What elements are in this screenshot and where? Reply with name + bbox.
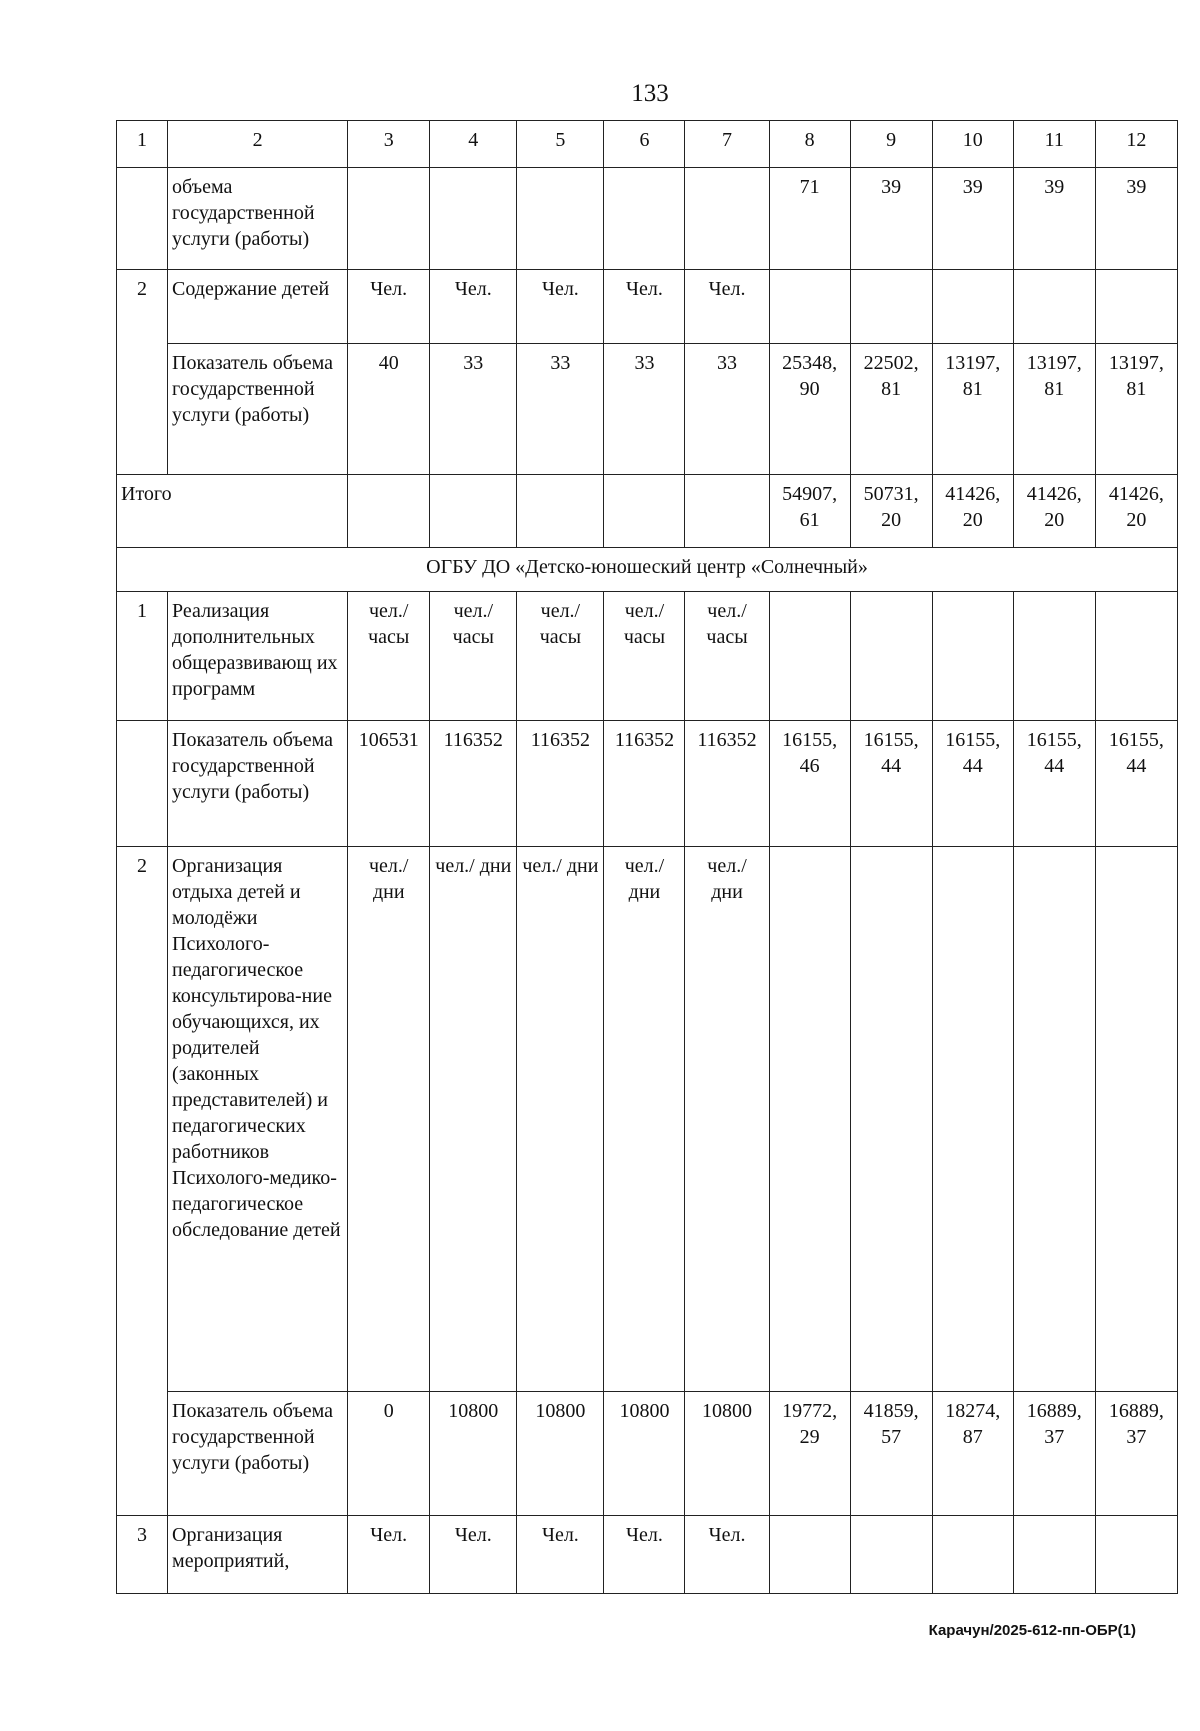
- row-number: 1: [117, 592, 168, 721]
- table-cell: Чел.: [604, 270, 685, 344]
- table-cell: чел./ дни: [348, 847, 430, 1392]
- table-cell: [932, 592, 1013, 721]
- row-number: [117, 168, 168, 270]
- total-row: [117, 475, 1178, 548]
- row-label: Организация отдыха детей и молодёжи Психолого-педагогическое консультирова-ние обучающихся, их родителей (законных представителей) и педагогических работников Психолого-медико-педагогическое обследование детей: [168, 847, 348, 1392]
- table-cell: 40: [348, 344, 430, 475]
- table-cell: 10800: [430, 1392, 517, 1516]
- table-cell: [769, 847, 850, 1392]
- table-cell: 41426, 20: [1013, 475, 1095, 548]
- table-cell: [850, 270, 932, 344]
- table-cell: 0: [348, 1392, 430, 1516]
- table-cell: Чел.: [430, 1516, 517, 1594]
- table-cell: [850, 847, 932, 1392]
- table-cell: 33: [685, 344, 769, 475]
- table-cell: [348, 475, 430, 548]
- table-cell: [1095, 270, 1177, 344]
- section-row: [117, 548, 1178, 592]
- column-header: 7: [685, 121, 769, 168]
- table-cell: 116352: [604, 721, 685, 847]
- table-cell: [769, 1516, 850, 1594]
- table-row: [117, 168, 1178, 270]
- table-row: [117, 270, 1178, 344]
- table-cell: [604, 475, 685, 548]
- table-cell: 16155, 44: [850, 721, 932, 847]
- row-label: Показатель объема государственной услуги (работы): [168, 344, 348, 475]
- table-cell: чел./ часы: [430, 592, 517, 721]
- table-cell: 116352: [430, 721, 517, 847]
- table-cell: 16155, 44: [1013, 721, 1095, 847]
- column-header: 2: [168, 121, 348, 168]
- table-header-row: [117, 121, 1178, 168]
- table-cell: [517, 475, 604, 548]
- table-cell: [1095, 847, 1177, 1392]
- table-cell: [932, 270, 1013, 344]
- table-cell: 50731, 20: [850, 475, 932, 548]
- table-cell: Чел.: [517, 1516, 604, 1594]
- table-cell: 54907, 61: [769, 475, 850, 548]
- table-cell: [1013, 270, 1095, 344]
- table-cell: Чел.: [430, 270, 517, 344]
- table-cell: 116352: [685, 721, 769, 847]
- table-cell: 19772, 29: [769, 1392, 850, 1516]
- table-cell: 41859, 57: [850, 1392, 932, 1516]
- table-cell: [430, 475, 517, 548]
- table-cell: Чел.: [685, 1516, 769, 1594]
- row-number: 3: [117, 1516, 168, 1594]
- table-cell: 10800: [685, 1392, 769, 1516]
- table-cell: 33: [430, 344, 517, 475]
- table-cell: [1013, 847, 1095, 1392]
- column-header: 8: [769, 121, 850, 168]
- column-header: 5: [517, 121, 604, 168]
- table-cell: [932, 1516, 1013, 1594]
- table-cell: 33: [517, 344, 604, 475]
- row-label: Показатель объема государственной услуги (работы): [168, 721, 348, 847]
- table-cell: Чел.: [604, 1516, 685, 1594]
- column-header: 6: [604, 121, 685, 168]
- table-cell: [1013, 1516, 1095, 1594]
- table-cell: 16889, 37: [1013, 1392, 1095, 1516]
- column-header: 1: [117, 121, 168, 168]
- table-cell: Чел.: [348, 1516, 430, 1594]
- table-cell: [1013, 592, 1095, 721]
- table-cell: 33: [604, 344, 685, 475]
- table-cell: 41426, 20: [932, 475, 1013, 548]
- row-label: Показатель объема государственной услуги (работы): [168, 1392, 348, 1516]
- table-cell: [604, 168, 685, 270]
- table-cell: 39: [1013, 168, 1095, 270]
- table-row: [117, 592, 1178, 721]
- table-cell: 10800: [604, 1392, 685, 1516]
- table-cell: 13197, 81: [1095, 344, 1177, 475]
- table-cell: 16155, 44: [1095, 721, 1177, 847]
- column-header: 4: [430, 121, 517, 168]
- table-cell: 41426, 20: [1095, 475, 1177, 548]
- column-header: 10: [932, 121, 1013, 168]
- table-cell: чел./ часы: [685, 592, 769, 721]
- table-cell: [1095, 592, 1177, 721]
- table-cell: [430, 168, 517, 270]
- table-row: [117, 847, 1178, 1392]
- table-cell: [850, 1516, 932, 1594]
- table-cell: 10800: [517, 1392, 604, 1516]
- table-cell: 71: [769, 168, 850, 270]
- row-label: Содержание детей: [168, 270, 348, 344]
- table-cell: 16889, 37: [1095, 1392, 1177, 1516]
- table-row: [117, 721, 1178, 847]
- table-row: [117, 344, 1178, 475]
- row-number: 2: [117, 847, 168, 1516]
- table-row: [117, 1516, 1178, 1594]
- table-cell: [348, 168, 430, 270]
- table-cell: [932, 847, 1013, 1392]
- document-code: Карачун/2025-612-пп-ОБР(1): [928, 1622, 1136, 1639]
- table-cell: чел./ дни: [430, 847, 517, 1392]
- table-cell: 22502, 81: [850, 344, 932, 475]
- table-cell: [850, 592, 932, 721]
- column-header: 12: [1095, 121, 1177, 168]
- table-cell: 39: [850, 168, 932, 270]
- table-cell: 18274, 87: [932, 1392, 1013, 1516]
- section-title: ОГБУ ДО «Детско-юношеский центр «Солнечный»: [117, 548, 1178, 592]
- column-header: 9: [850, 121, 932, 168]
- table-cell: чел./ дни: [604, 847, 685, 1392]
- column-header: 3: [348, 121, 430, 168]
- table-cell: [1095, 1516, 1177, 1594]
- table-cell: 16155, 44: [932, 721, 1013, 847]
- table-cell: [769, 592, 850, 721]
- total-label: Итого: [117, 475, 348, 548]
- document-table: [116, 120, 1178, 1594]
- table-cell: 13197, 81: [932, 344, 1013, 475]
- row-label: Реализация дополнительных общеразвивающ их программ: [168, 592, 348, 721]
- table-cell: Чел.: [517, 270, 604, 344]
- table-cell: 106531: [348, 721, 430, 847]
- table-cell: [685, 475, 769, 548]
- table-cell: 16155, 46: [769, 721, 850, 847]
- row-label: Организация мероприятий,: [168, 1516, 348, 1594]
- page-number: 133: [631, 80, 669, 107]
- table-cell: чел./ дни: [517, 847, 604, 1392]
- table-cell: чел./ часы: [348, 592, 430, 721]
- row-number: [117, 721, 168, 847]
- table-cell: 39: [1095, 168, 1177, 270]
- table-row: [117, 1392, 1178, 1516]
- row-number: 2: [117, 270, 168, 475]
- table-cell: Чел.: [685, 270, 769, 344]
- table-cell: чел./ часы: [517, 592, 604, 721]
- row-label: объема государственной услуги (работы): [168, 168, 348, 270]
- table-cell: [685, 168, 769, 270]
- table-cell: чел./ дни: [685, 847, 769, 1392]
- table-cell: [517, 168, 604, 270]
- table-cell: 116352: [517, 721, 604, 847]
- table-cell: 39: [932, 168, 1013, 270]
- table-cell: Чел.: [348, 270, 430, 344]
- table-cell: чел./ часы: [604, 592, 685, 721]
- table-cell: [769, 270, 850, 344]
- column-header: 11: [1013, 121, 1095, 168]
- table-cell: 25348, 90: [769, 344, 850, 475]
- table-cell: 13197, 81: [1013, 344, 1095, 475]
